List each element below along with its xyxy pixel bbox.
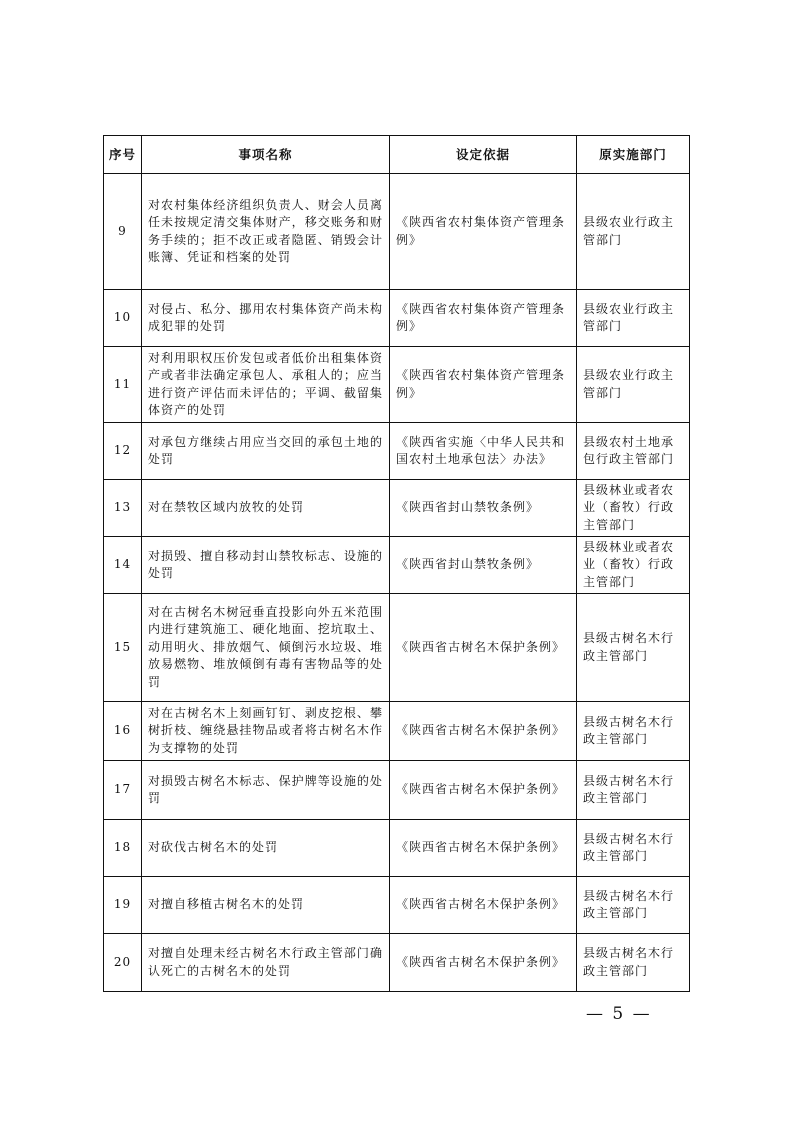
cell-name: 对承包方继续占用应当交回的承包土地的处罚 bbox=[142, 423, 390, 480]
cell-basis: 《陕西省农村集体资产管理条例》 bbox=[390, 347, 577, 423]
cell-no: 10 bbox=[104, 290, 142, 347]
cell-no: 9 bbox=[104, 174, 142, 290]
cell-name: 对农村集体经济组织负责人、财会人员离任未按规定清交集体财产，移交账务和财务手续的；拒不改正或者隐匿、销毁会计账簿、凭证和档案的处罚 bbox=[142, 174, 390, 290]
cell-no: 20 bbox=[104, 934, 142, 992]
cell-dept: 县级林业或者农业（畜牧）行政主管部门 bbox=[577, 537, 690, 594]
table-row bbox=[104, 423, 690, 480]
table-row bbox=[104, 934, 690, 992]
cell-dept: 县级农业行政主管部门 bbox=[577, 290, 690, 347]
cell-no: 16 bbox=[104, 702, 142, 761]
table-row bbox=[104, 290, 690, 347]
header-name: 事项名称 bbox=[142, 136, 390, 174]
cell-dept: 县级林业或者农业（畜牧）行政主管部门 bbox=[577, 480, 690, 537]
cell-name: 对利用职权压价发包或者低价出租集体资产或者非法确定承包人、承租人的；应当进行资产评估而未评估的；平调、截留集体资产的处罚 bbox=[142, 347, 390, 423]
header-dept: 原实施部门 bbox=[577, 136, 690, 174]
table-header-row bbox=[104, 136, 690, 174]
cell-no: 13 bbox=[104, 480, 142, 537]
table-row bbox=[104, 480, 690, 537]
cell-dept: 县级农业行政主管部门 bbox=[577, 347, 690, 423]
table-row bbox=[104, 537, 690, 594]
cell-name: 对在禁牧区域内放牧的处罚 bbox=[142, 480, 390, 537]
cell-name: 对在古树名木树冠垂直投影向外五米范围内进行建筑施工、硬化地面、挖坑取土、动用明火、排放烟气、倾倒污水垃圾、堆放易燃物、堆放倾倒有毒有害物品等的处罚 bbox=[142, 594, 390, 702]
cell-dept: 县级古树名木行政主管部门 bbox=[577, 934, 690, 992]
cell-dept: 县级古树名木行政主管部门 bbox=[577, 594, 690, 702]
table-row bbox=[104, 594, 690, 702]
cell-no: 18 bbox=[104, 820, 142, 877]
cell-name: 对擅自移植古树名木的处罚 bbox=[142, 877, 390, 934]
items-table bbox=[103, 135, 690, 992]
cell-no: 12 bbox=[104, 423, 142, 480]
cell-basis: 《陕西省古树名木保护条例》 bbox=[390, 761, 577, 820]
cell-name: 对损毁古树名木标志、保护牌等设施的处罚 bbox=[142, 761, 390, 820]
cell-basis: 《陕西省古树名木保护条例》 bbox=[390, 877, 577, 934]
cell-no: 15 bbox=[104, 594, 142, 702]
cell-name: 对在古树名木上刻画钉钉、剥皮挖根、攀树折枝、缠绕悬挂物品或者将古树名木作为支撑物的处罚 bbox=[142, 702, 390, 761]
cell-basis: 《陕西省古树名木保护条例》 bbox=[390, 702, 577, 761]
table-row bbox=[104, 761, 690, 820]
cell-basis: 《陕西省农村集体资产管理条例》 bbox=[390, 290, 577, 347]
table-row bbox=[104, 702, 690, 761]
cell-basis: 《陕西省封山禁牧条例》 bbox=[390, 537, 577, 594]
cell-basis: 《陕西省古树名木保护条例》 bbox=[390, 934, 577, 992]
cell-dept: 县级古树名木行政主管部门 bbox=[577, 877, 690, 934]
page-number: — 5 — bbox=[586, 1004, 652, 1024]
cell-no: 14 bbox=[104, 537, 142, 594]
cell-dept: 县级古树名木行政主管部门 bbox=[577, 761, 690, 820]
cell-dept: 县级农村土地承包行政主管部门 bbox=[577, 423, 690, 480]
cell-no: 17 bbox=[104, 761, 142, 820]
table-row bbox=[104, 877, 690, 934]
cell-no: 19 bbox=[104, 877, 142, 934]
header-no: 序号 bbox=[104, 136, 142, 174]
cell-dept: 县级农业行政主管部门 bbox=[577, 174, 690, 290]
cell-basis: 《陕西省实施〈中华人民共和国农村土地承包法〉办法》 bbox=[390, 423, 577, 480]
cell-basis: 《陕西省古树名木保护条例》 bbox=[390, 820, 577, 877]
header-basis: 设定依据 bbox=[390, 136, 577, 174]
cell-name: 对损毁、擅自移动封山禁牧标志、设施的处罚 bbox=[142, 537, 390, 594]
cell-basis: 《陕西省封山禁牧条例》 bbox=[390, 480, 577, 537]
cell-basis: 《陕西省古树名木保护条例》 bbox=[390, 594, 577, 702]
cell-name: 对砍伐古树名木的处罚 bbox=[142, 820, 390, 877]
cell-name: 对侵占、私分、挪用农村集体资产尚未构成犯罪的处罚 bbox=[142, 290, 390, 347]
cell-basis: 《陕西省农村集体资产管理条例》 bbox=[390, 174, 577, 290]
table-row bbox=[104, 347, 690, 423]
cell-dept: 县级古树名木行政主管部门 bbox=[577, 820, 690, 877]
cell-dept: 县级古树名木行政主管部门 bbox=[577, 702, 690, 761]
cell-name: 对擅自处理未经古树名木行政主管部门确认死亡的古树名木的处罚 bbox=[142, 934, 390, 992]
cell-no: 11 bbox=[104, 347, 142, 423]
table-row bbox=[104, 174, 690, 290]
table-row bbox=[104, 820, 690, 877]
